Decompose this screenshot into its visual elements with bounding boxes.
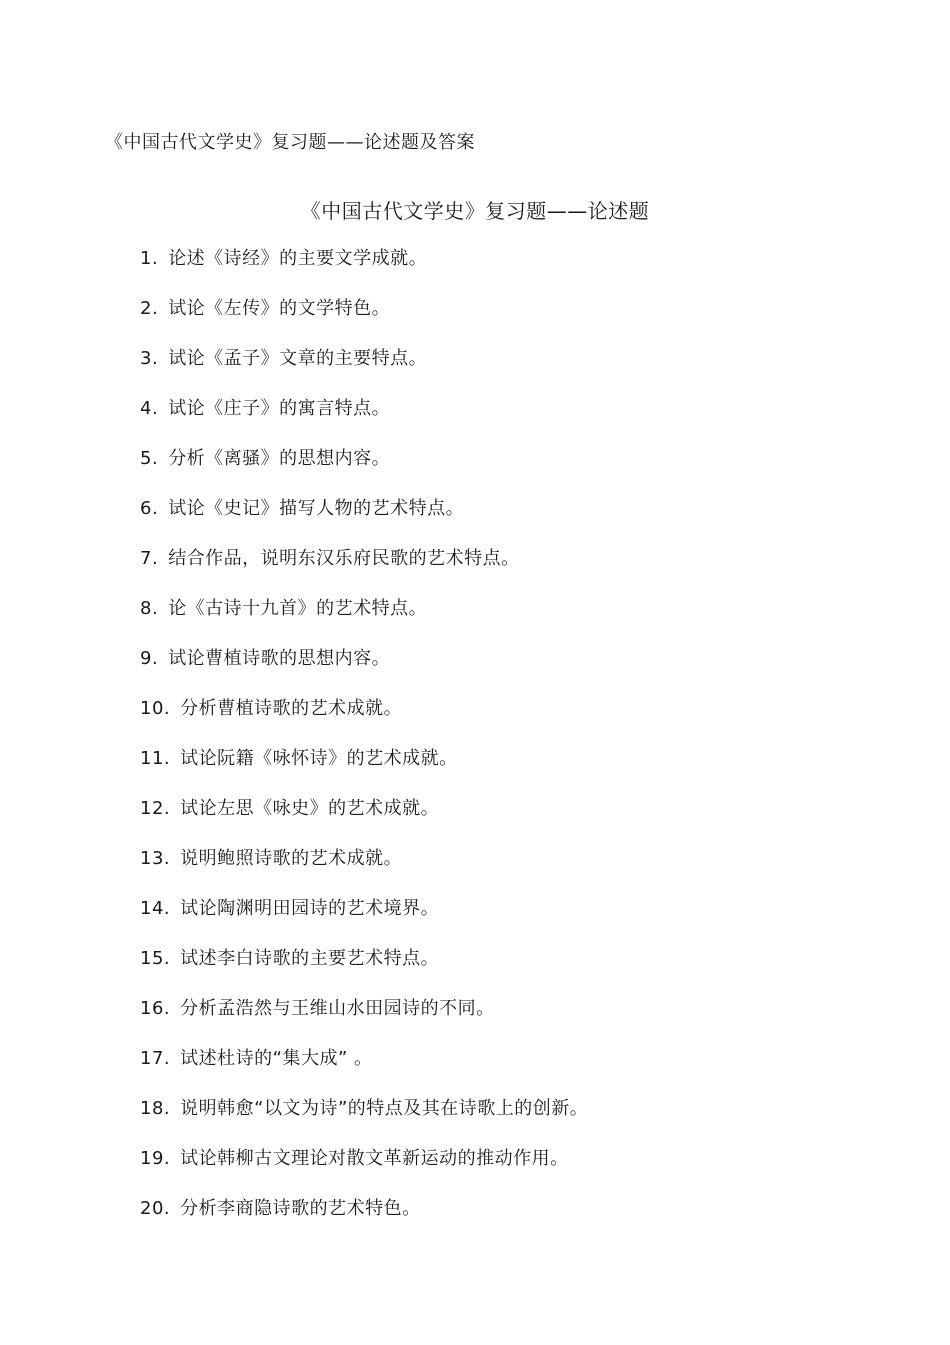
question-item (140, 746, 588, 796)
document-title: 《中国古代文学史》复习题——论述题 (300, 199, 650, 223)
document-header: 《中国古代文学史》复习题——论述题及答案 (105, 132, 475, 153)
question-text: 分析李商隐诗歌的艺术特色。 (180, 1198, 421, 1219)
question-number: 2. (140, 298, 159, 319)
question-text: 说明鲍照诗歌的艺术成就。 (180, 848, 403, 869)
question-item (140, 296, 588, 346)
question-number: 13. (140, 848, 171, 869)
question-number: 20. (140, 1198, 171, 1219)
question-item (140, 346, 588, 396)
question-text: 试述李白诗歌的主要艺术特点。 (180, 948, 440, 969)
question-text: 试论左思《咏史》的艺术成就。 (180, 798, 440, 819)
question-item (140, 1096, 588, 1146)
question-item (140, 246, 588, 296)
question-text: 分析曹植诗歌的艺术成就。 (180, 698, 403, 719)
question-number: 9. (140, 648, 159, 669)
question-number: 1. (140, 248, 159, 269)
question-number: 19. (140, 1148, 171, 1169)
question-number: 7. (140, 548, 159, 569)
question-text: 试论曹植诗歌的思想内容。 (168, 648, 391, 669)
question-item (140, 546, 588, 596)
question-item (140, 1146, 588, 1196)
question-number: 8. (140, 598, 159, 619)
question-number: 12. (140, 798, 171, 819)
question-item (140, 696, 588, 746)
question-number: 17. (140, 1048, 171, 1069)
question-number: 10. (140, 698, 171, 719)
question-number: 15. (140, 948, 171, 969)
question-text: 试论阮籍《咏怀诗》的艺术成就。 (180, 748, 458, 769)
question-text: 论述《诗经》的主要文学成就。 (168, 248, 428, 269)
question-text: 分析孟浩然与王维山水田园诗的不同。 (180, 998, 495, 1019)
question-item (140, 496, 588, 546)
question-number: 11. (140, 748, 171, 769)
question-item (140, 446, 588, 496)
question-item (140, 946, 588, 996)
question-item (140, 846, 588, 896)
question-text: 试论《史记》描写人物的艺术特点。 (168, 498, 465, 519)
question-number: 3. (140, 348, 159, 369)
question-item (140, 646, 588, 696)
question-item (140, 396, 588, 446)
question-list (140, 246, 588, 1246)
question-number: 5. (140, 448, 159, 469)
question-number: 16. (140, 998, 171, 1019)
question-text: 论《古诗十九首》的艺术特点。 (168, 598, 428, 619)
question-text: 试论《庄子》的寓言特点。 (168, 398, 391, 419)
question-item (140, 796, 588, 846)
question-number: 18. (140, 1098, 171, 1119)
question-text: 试论《左传》的文学特色。 (168, 298, 391, 319)
question-text: 结合作品，说明东汉乐府民歌的艺术特点。 (168, 548, 520, 569)
question-item (140, 596, 588, 646)
question-text: 分析《离骚》的思想内容。 (168, 448, 391, 469)
question-item (140, 1196, 588, 1246)
question-text: 试论陶渊明田园诗的艺术境界。 (180, 898, 440, 919)
question-text: 试论《孟子》文章的主要特点。 (168, 348, 428, 369)
question-number: 4. (140, 398, 159, 419)
question-number: 14. (140, 898, 171, 919)
question-text: 试述杜诗的“集大成” 。 (180, 1048, 373, 1069)
question-item (140, 1046, 588, 1096)
question-item (140, 996, 588, 1046)
question-number: 6. (140, 498, 159, 519)
question-item (140, 896, 588, 946)
question-text: 试论韩柳古文理论对散文革新运动的推动作用。 (180, 1148, 569, 1169)
question-text: 说明韩愈“以文为诗”的特点及其在诗歌上的创新。 (180, 1098, 589, 1119)
